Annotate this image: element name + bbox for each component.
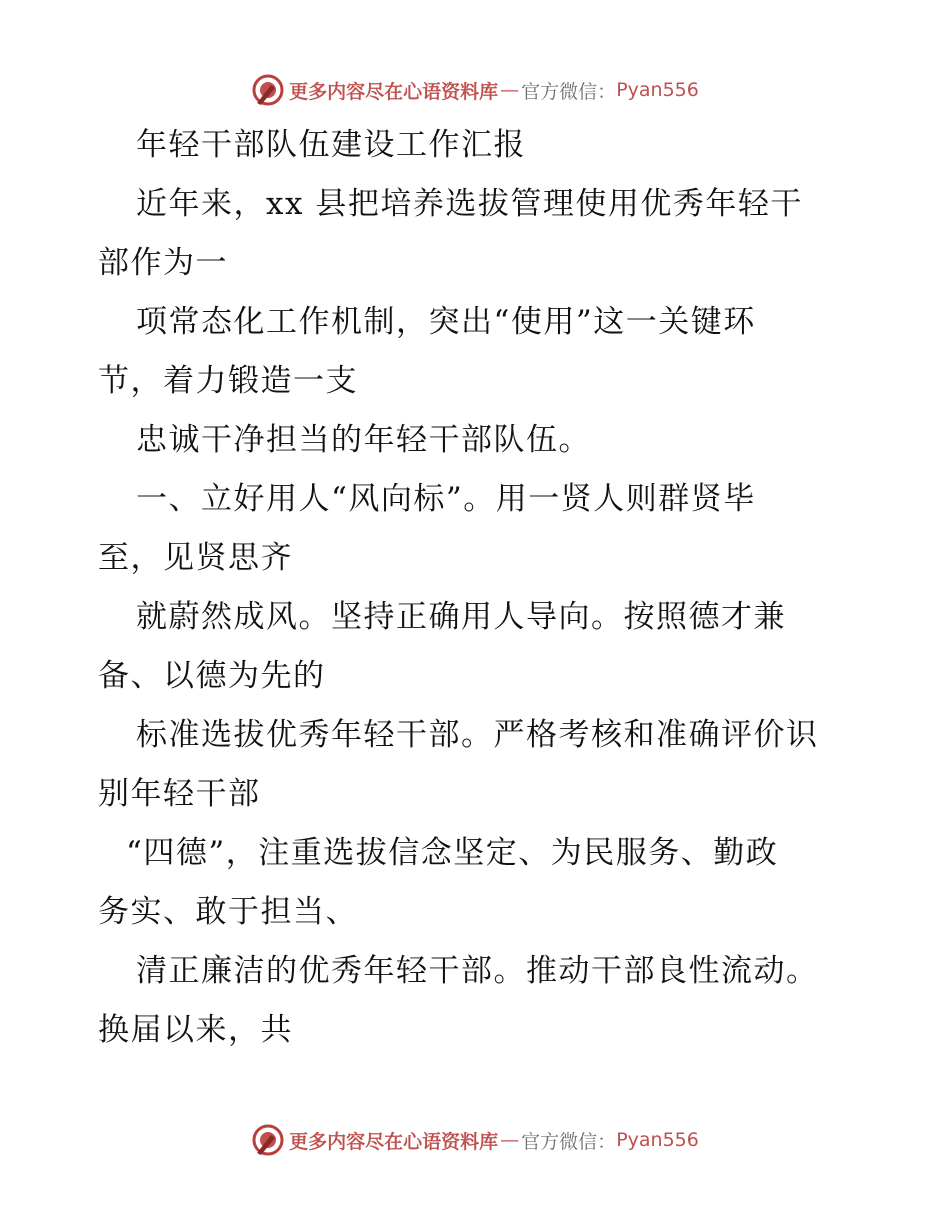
header-banner	[0, 70, 950, 110]
paragraph-line: 务实、敢于担当、	[98, 894, 358, 930]
paragraph-line: 标准选拔优秀年轻干部。严格考核和准确评价识	[136, 717, 819, 753]
banner-separator: —	[500, 79, 520, 101]
paragraph-line: 就蔚然成风。坚持正确用人导向。按照德才兼	[136, 599, 786, 635]
paragraph-line: 近年来，xx 县把培养选拔管理使用优秀年轻干	[136, 186, 803, 222]
pen-logo-icon	[251, 1123, 285, 1157]
paragraph-line: “四德”，注重选拔信念坚定、为民服务、勤政	[126, 835, 779, 871]
document-title: 年轻干部队伍建设工作汇报	[136, 127, 526, 163]
paragraph-line: 项常态化工作机制，突出“使用”这一关键环	[136, 304, 756, 340]
banner-wechat-label: 官方微信：	[521, 1130, 617, 1153]
section-heading-line: 一、立好用人“风向标”。用一贤人则群贤毕	[136, 481, 756, 517]
banner-site-name: 更多内容尽在心语资料库	[289, 80, 499, 103]
paragraph-line: 节，着力锻造一支	[98, 363, 358, 399]
banner-wechat-id: Pyan556	[616, 1129, 699, 1151]
banner-wechat-label: 官方微信：	[521, 80, 617, 103]
paragraph-line: 别年轻干部	[98, 776, 261, 812]
paragraph-line: 至，见贤思齐	[98, 540, 293, 576]
document-body	[98, 116, 858, 1060]
paragraph-line: 换届以来，共	[98, 1012, 293, 1048]
banner-site-name: 更多内容尽在心语资料库	[289, 1130, 499, 1153]
paragraph-line: 部作为一	[98, 245, 228, 281]
banner-wechat-id: Pyan556	[616, 79, 699, 101]
paragraph-line: 忠诚干净担当的年轻干部队伍。	[136, 422, 591, 458]
banner-separator: —	[500, 1129, 520, 1151]
footer-banner	[0, 1120, 950, 1160]
paragraph-line: 备、以德为先的	[98, 658, 326, 694]
pen-logo-icon	[251, 73, 285, 107]
paragraph-line: 清正廉洁的优秀年轻干部。推动干部良性流动。	[136, 953, 819, 989]
